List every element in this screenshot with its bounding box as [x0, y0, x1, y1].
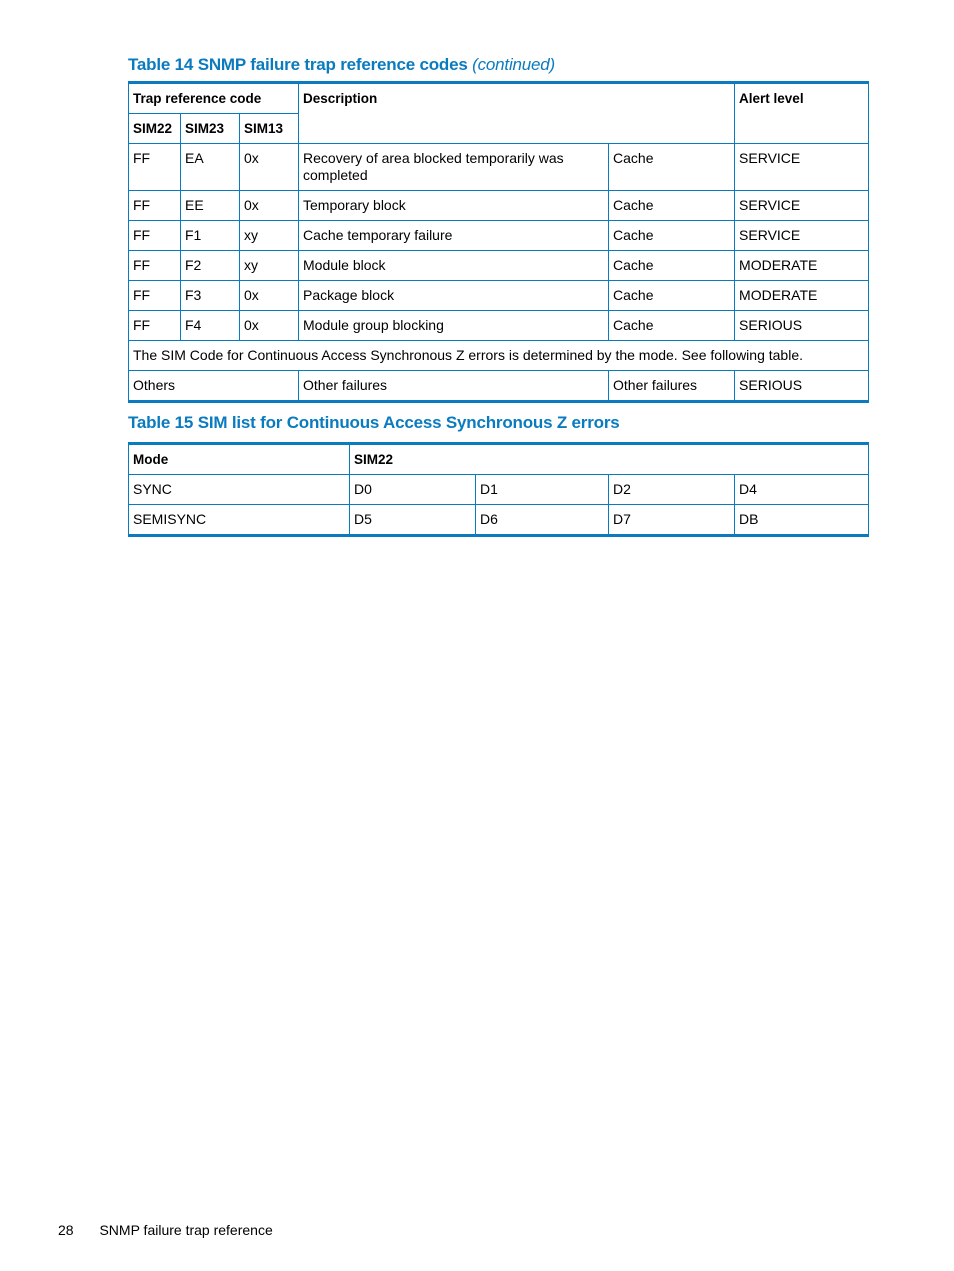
- cell-sim22: FF: [129, 311, 181, 341]
- cell-description: Recovery of area blocked temporarily was completed: [299, 144, 609, 191]
- sim-list-table: [128, 442, 869, 537]
- cell-category: Cache: [609, 311, 735, 341]
- cell-sim13: 0x: [240, 144, 299, 191]
- footer-section-title: SNMP failure trap reference: [99, 1222, 273, 1238]
- cell-sim23: F3: [181, 281, 240, 311]
- cell-mode: SEMISYNC: [129, 505, 350, 536]
- table-header-row: [129, 444, 869, 475]
- cell-alert-level: SERIOUS: [735, 371, 869, 402]
- page-number: 28: [58, 1222, 74, 1238]
- cell-sim-code: D4: [735, 475, 869, 505]
- cell-description: Package block: [299, 281, 609, 311]
- page-footer: [58, 1222, 273, 1238]
- cell-description: Module group blocking: [299, 311, 609, 341]
- header-sim22: SIM22: [350, 444, 869, 475]
- cell-sim22: FF: [129, 221, 181, 251]
- cell-sim22: FF: [129, 144, 181, 191]
- cell-sim22: FF: [129, 281, 181, 311]
- header-alert-level: Alert level: [735, 83, 869, 144]
- cell-sim-code: D1: [476, 475, 609, 505]
- table-row-others: [129, 371, 869, 402]
- cell-category: Cache: [609, 251, 735, 281]
- table-row: [129, 475, 869, 505]
- cell-sim22: FF: [129, 191, 181, 221]
- cell-sim-code: D5: [350, 505, 476, 536]
- header-mode: Mode: [129, 444, 350, 475]
- cell-sim22: FF: [129, 251, 181, 281]
- cell-sim23: EE: [181, 191, 240, 221]
- cell-alert-level: SERVICE: [735, 144, 869, 191]
- cell-mode: SYNC: [129, 475, 350, 505]
- cell-description: Other failures: [299, 371, 609, 402]
- cell-category: Cache: [609, 144, 735, 191]
- cell-category: Cache: [609, 281, 735, 311]
- cell-sim-code: D0: [350, 475, 476, 505]
- cell-description: Temporary block: [299, 191, 609, 221]
- cell-alert-level: SERVICE: [735, 191, 869, 221]
- table-note-row: [129, 341, 869, 371]
- table-15-caption: Table 15 SIM list for Continuous Access Synchronous Z errors: [128, 413, 620, 432]
- snmp-trap-code-table: [128, 81, 869, 403]
- cell-alert-level: SERVICE: [735, 221, 869, 251]
- cell-category: Cache: [609, 191, 735, 221]
- cell-sim23: F2: [181, 251, 240, 281]
- header-description: Description: [299, 83, 735, 144]
- cell-sim13: 0x: [240, 281, 299, 311]
- table-row: [129, 311, 869, 341]
- cell-sim13: 0x: [240, 311, 299, 341]
- cell-sim-code: D2: [609, 475, 735, 505]
- cell-sim-code: DB: [735, 505, 869, 536]
- table-14-caption-title: Table 14 SNMP failure trap reference codes: [128, 55, 468, 74]
- cell-others-code: Others: [129, 371, 299, 402]
- header-sim22: SIM22: [129, 114, 181, 144]
- table-14-caption: [128, 55, 555, 75]
- table-note: The SIM Code for Continuous Access Synchronous Z errors is determined by the mode. See following table.: [129, 341, 869, 371]
- table-row: [129, 191, 869, 221]
- cell-alert-level: MODERATE: [735, 251, 869, 281]
- header-sim23: SIM23: [181, 114, 240, 144]
- cell-sim23: F1: [181, 221, 240, 251]
- cell-description: Cache temporary failure: [299, 221, 609, 251]
- cell-alert-level: SERIOUS: [735, 311, 869, 341]
- cell-sim23: EA: [181, 144, 240, 191]
- table-row: [129, 281, 869, 311]
- cell-sim-code: D7: [609, 505, 735, 536]
- cell-description: Module block: [299, 251, 609, 281]
- cell-sim13: xy: [240, 221, 299, 251]
- cell-sim13: 0x: [240, 191, 299, 221]
- cell-category: Cache: [609, 221, 735, 251]
- table-header-row: [129, 83, 869, 114]
- cell-category: Other failures: [609, 371, 735, 402]
- cell-alert-level: MODERATE: [735, 281, 869, 311]
- cell-sim23: F4: [181, 311, 240, 341]
- table-row: [129, 144, 869, 191]
- table-row: [129, 221, 869, 251]
- header-trap-reference-code: Trap reference code: [129, 83, 299, 114]
- cell-sim-code: D6: [476, 505, 609, 536]
- cell-sim13: xy: [240, 251, 299, 281]
- header-sim13: SIM13: [240, 114, 299, 144]
- table-row: [129, 505, 869, 536]
- table-row: [129, 251, 869, 281]
- table-14-caption-continued: (continued): [472, 55, 556, 74]
